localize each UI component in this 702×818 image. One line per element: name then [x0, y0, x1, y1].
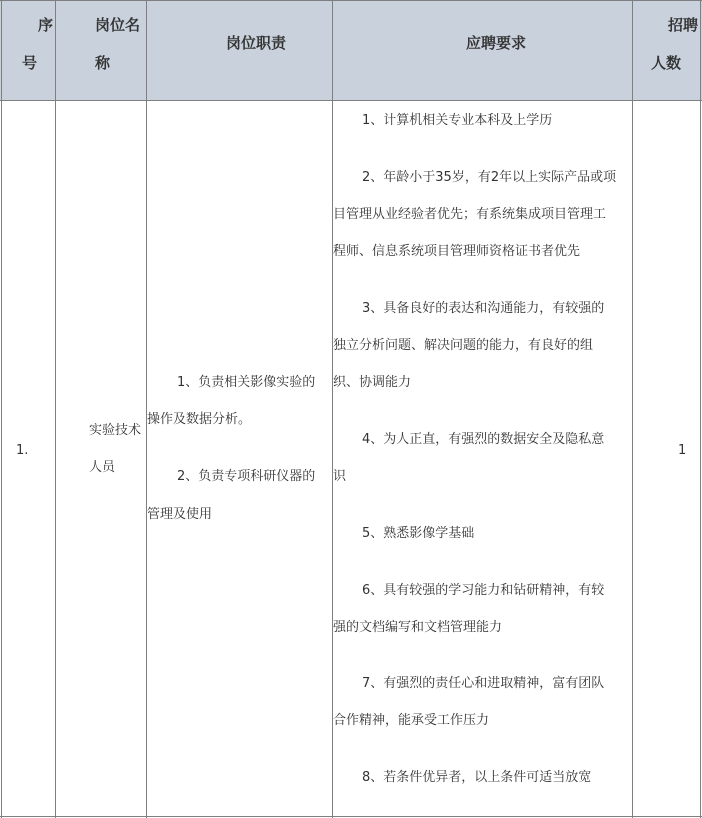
- header-index-line2: 号: [22, 54, 38, 72]
- requirement-line: 5、熟悉影像学基础: [362, 526, 475, 541]
- requirement-line: 目管理从业经验者优先；有系统集成项目管理工: [333, 207, 607, 222]
- requirement-line: 2、年龄小于35岁，有2年以上实际产品或项: [362, 170, 617, 185]
- requirement-line: 4、为人正直，有强烈的数据安全及隐私意: [362, 432, 605, 447]
- requirement-line: 7、有强烈的责任心和进取精神，富有团队: [362, 676, 605, 691]
- header-headcount-line2: 人数: [651, 54, 682, 72]
- requirement-line: 织、协调能力: [333, 375, 412, 390]
- requirement-line: 6、具有较强的学习能力和钻研精神，有较: [362, 583, 605, 598]
- position-name-line1: 实验技术: [89, 423, 142, 438]
- duty-line: 操作及数据分析。: [147, 412, 252, 427]
- column-border: [55, 0, 56, 818]
- header-position-line2: 称: [95, 54, 111, 72]
- duty-line: 管理及使用: [147, 507, 213, 522]
- requirement-line: 识: [333, 469, 347, 484]
- table-border-top: [0, 0, 702, 1]
- requirement-line: 独立分析问题、解决问题的能力，有良好的组: [333, 338, 594, 353]
- requirement-line: 3、具备良好的表达和沟通能力，有较强的: [362, 301, 605, 316]
- header-duties: 岗位职责: [226, 34, 287, 52]
- header-headcount-line1: 招聘: [668, 16, 699, 34]
- column-border: [1, 0, 2, 818]
- position-name-line2: 人员: [89, 460, 116, 475]
- duty-line: 1、负责相关影像实验的: [177, 375, 316, 390]
- headcount-value: 1: [678, 443, 687, 458]
- requirement-line: 强的文档编写和文档管理能力: [333, 620, 503, 635]
- requirement-line: 合作精神，能承受工作压力: [333, 713, 490, 728]
- duty-line: 2、负责专项科研仪器的: [177, 469, 316, 484]
- header-position-line1: 岗位名: [95, 16, 141, 34]
- column-border: [332, 0, 333, 818]
- table-border-bottom: [0, 816, 702, 817]
- row-index: 1.: [16, 443, 29, 458]
- requirement-line: 程师、信息系统项目管理师资格证书者优先: [333, 244, 581, 259]
- header-index-line1: 序: [38, 16, 54, 34]
- requirement-line: 1、计算机相关专业本科及上学历: [362, 113, 553, 128]
- header-requirements: 应聘要求: [466, 34, 527, 52]
- header-divider: [0, 100, 702, 101]
- column-border: [700, 0, 701, 818]
- requirement-line: 8、若条件优异者，以上条件可适当放宽: [362, 770, 592, 785]
- column-border: [632, 0, 633, 818]
